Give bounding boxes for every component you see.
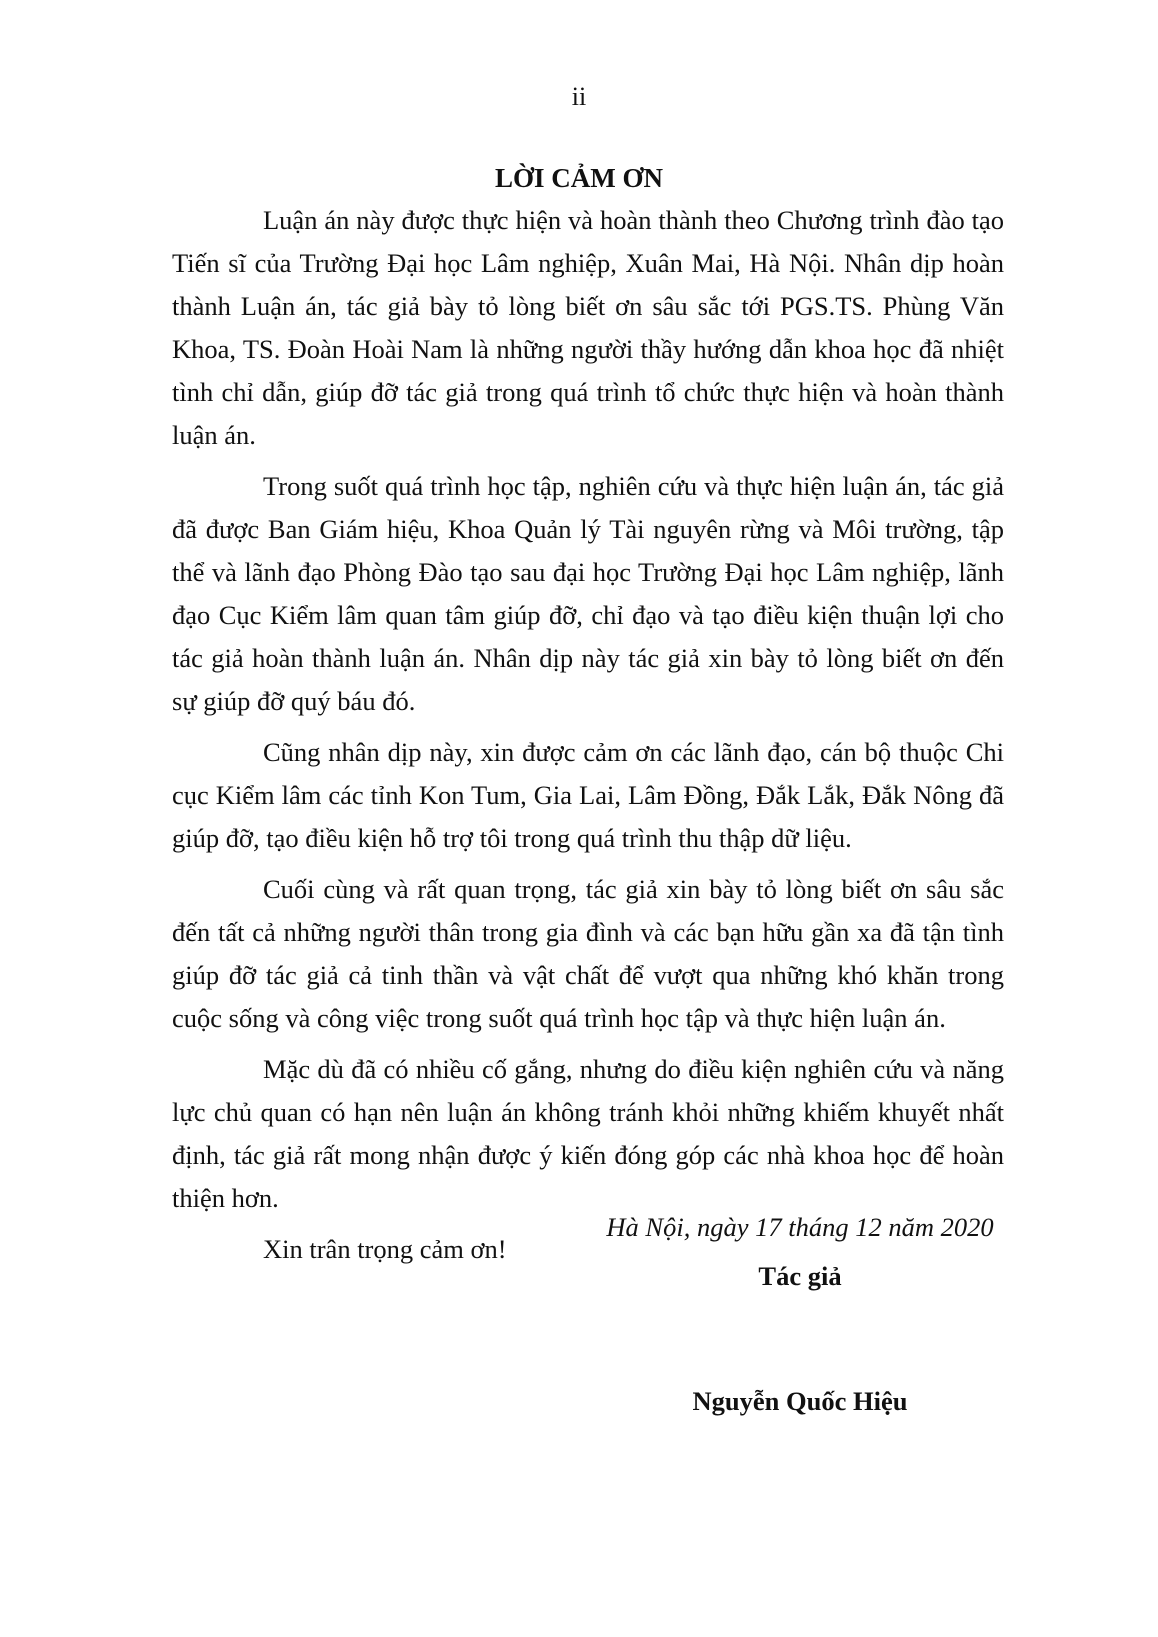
paragraph-4: Cuối cùng và rất quan trọng, tác giả xin bày tỏ lòng biết ơn sâu sắc đến tất cả những người thân trong gia đình và các bạn hữu gần xa đã tận tình giúp đỡ tác giả cả tinh thần và vật chất để vượt qua những khó khăn trong cuộc sống và công việc trong suốt quá trình học tập và thực hiện luận án. xyxy=(172,874,1004,1033)
paragraph-2: Trong suốt quá trình học tập, nghiên cứu và thực hiện luận án, tác giả đã được Ban Giám hiệu, Khoa Quản lý Tài nguyên rừng và Môi trường, tập thể và lãnh đạo Phòng Đào tạo sau đại học Trường Đại học Lâm nghiệp, lãnh đạo Cục Kiểm lâm quan tâm giúp đỡ, chỉ đạo và tạo điều kiện thuận lợi cho tác giả hoàn thành luận án. Nhân dịp này tác giả xin bày tỏ lòng biết ơn đến sự giúp đỡ quý báu đó. xyxy=(172,471,1004,716)
signature-date: Hà Nội, ngày 17 tháng 12 năm 2020 xyxy=(606,1212,994,1242)
page-title: LỜI CẢM ƠN xyxy=(495,163,663,193)
paragraph-1: Luận án này được thực hiện và hoàn thành theo Chương trình đào tạo Tiến sĩ của Trường Đại học Lâm nghiệp, Xuân Mai, Hà Nội. Nhân dịp hoàn thành Luận án, tác giả bày tỏ lòng biết ơn sâu sắc tới PGS.TS. Phùng Văn Khoa, TS. Đoàn Hoài Nam là những người thầy hướng dẫn khoa học đã nhiệt tình chỉ dẫn, giúp đỡ tác giả trong quá trình tổ chức thực hiện và hoàn thành luận án. xyxy=(172,205,1004,450)
paragraph-5: Mặc dù đã có nhiều cố gắng, nhưng do điều kiện nghiên cứu và năng lực chủ quan có hạn nên luận án không tránh khỏi những khiếm khuyết nhất định, tác giả rất mong nhận được ý kiến đóng góp các nhà khoa học để hoàn thiện hơn. xyxy=(172,1054,1004,1213)
page-number: ii xyxy=(571,82,587,111)
closing-line: Xin trân trọng cảm ơn! xyxy=(263,1234,507,1264)
paragraph-3: Cũng nhân dịp này, xin được cảm ơn các lãnh đạo, cán bộ thuộc Chi cục Kiểm lâm các tỉnh Kon Tum, Gia Lai, Lâm Đồng, Đắk Lắk, Đắk Nông đã giúp đỡ, tạo điều kiện hỗ trợ tôi trong quá trình thu thập dữ liệu. xyxy=(172,737,1004,853)
author-name: Nguyễn Quốc Hiệu xyxy=(692,1386,908,1416)
author-label: Tác giả xyxy=(758,1261,842,1291)
acknowledgement-body xyxy=(172,199,1004,1271)
